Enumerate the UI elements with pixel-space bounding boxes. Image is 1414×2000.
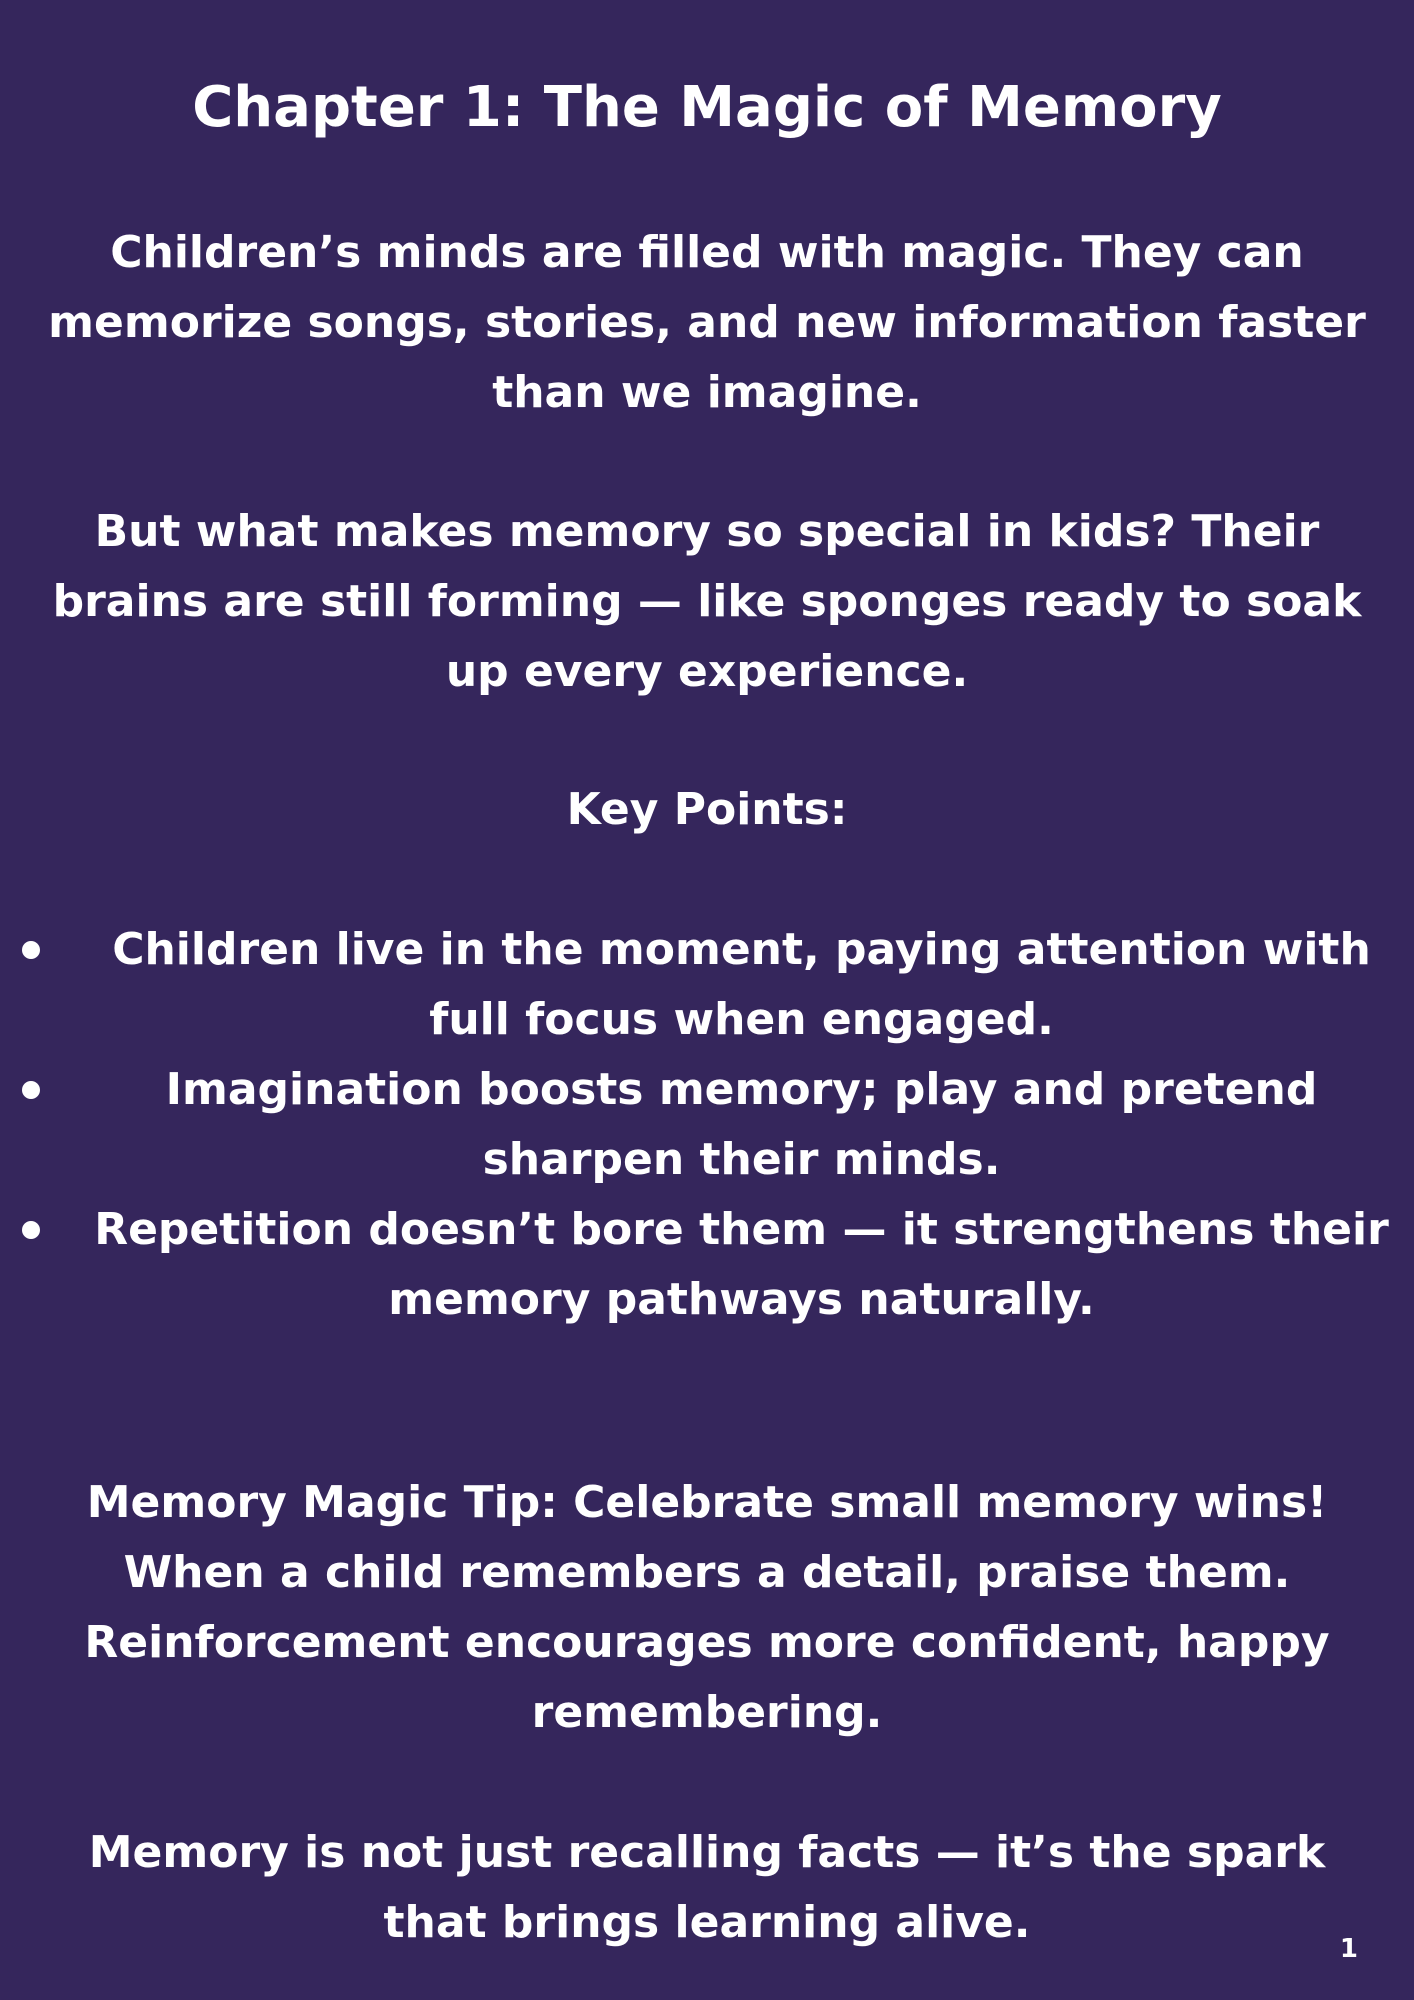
bullet-icon xyxy=(22,941,40,959)
key-points-heading: Key Points: xyxy=(566,784,848,835)
memory-magic-tip: Memory Magic Tip: Celebrate small memory wins! When a child remembers a detail, praise them. Reinforcement encourages more confident, happy remembering. xyxy=(84,1477,1330,1738)
key-points-list xyxy=(0,915,1414,1335)
bullet-icon xyxy=(22,1081,40,1099)
key-point-item xyxy=(0,1195,1414,1335)
key-point-item xyxy=(0,915,1414,1055)
key-point-item xyxy=(0,1055,1414,1195)
key-point-text: Children live in the moment, paying attention with full focus when engaged. xyxy=(112,924,1371,1045)
bullet-icon xyxy=(22,1221,40,1239)
intro-paragraph: Children’s minds are filled with magic. They can memorize songs, stories, and new information faster than we imagine. xyxy=(48,227,1366,418)
key-point-text: Repetition doesn’t bore them — it strengthens their memory pathways naturally. xyxy=(94,1204,1389,1325)
chapter-title: Chapter 1: The Magic of Memory xyxy=(192,75,1222,140)
page-number: 1 xyxy=(1339,1934,1358,1964)
closing-paragraph: Memory is not just recalling facts — it’s the spark that brings learning alive. xyxy=(88,1827,1326,1948)
why-paragraph: But what makes memory so special in kids? Their brains are still forming — like sponges ready to soak up every experience. xyxy=(52,506,1362,697)
key-point-text: Imagination boosts memory; play and pretend sharpen their minds. xyxy=(165,1064,1318,1185)
